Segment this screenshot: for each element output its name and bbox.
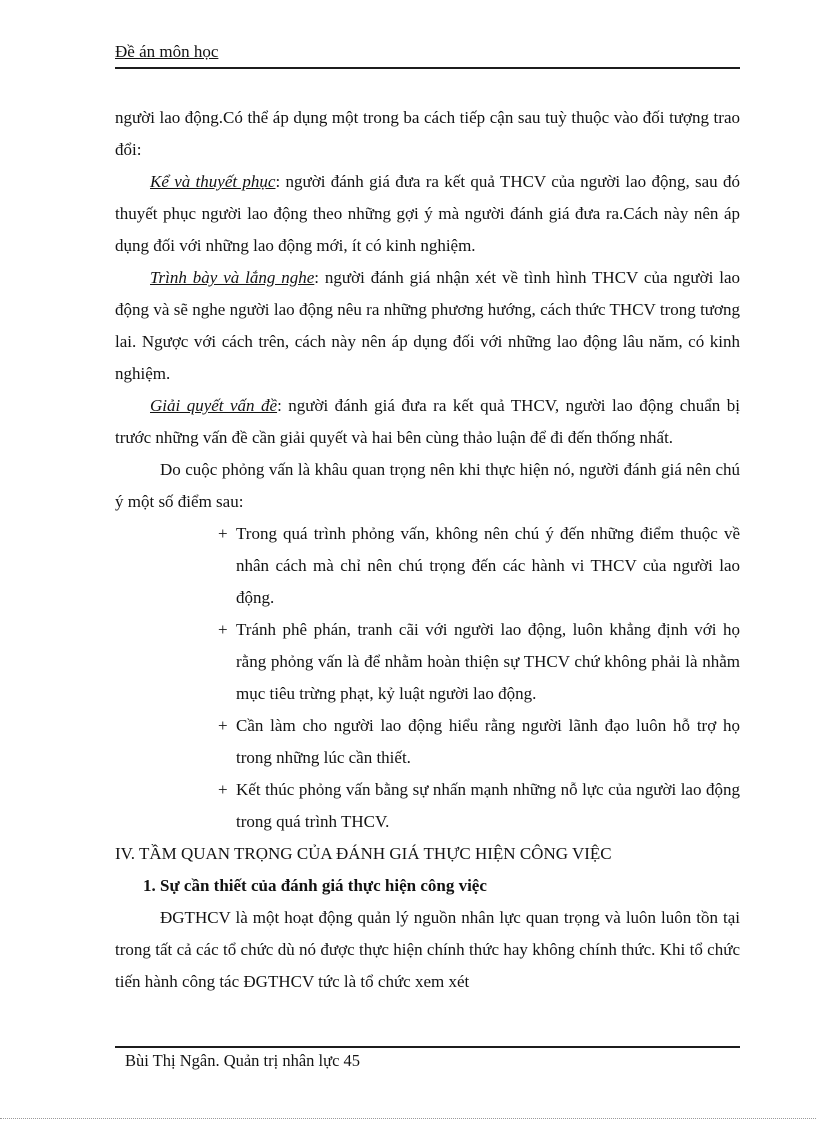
page-header (115, 42, 740, 69)
bullet-item (218, 614, 740, 710)
bullet-item (218, 774, 740, 838)
method-title-2: Trình bày và lắng nghe (150, 268, 315, 287)
section-heading: IV. TẦM QUAN TRỌNG CỦA ĐÁNH GIÁ THỰC HIỆN CÔNG VIỆC (115, 844, 612, 863)
bullet-text: Cần làm cho người lao động hiểu rằng người lãnh đạo luôn hỗ trợ họ trong những lúc cần thiết. (236, 716, 740, 767)
bullet-marker: + (218, 716, 228, 735)
bullet-text: Kết thúc phỏng vấn bằng sự nhấn mạnh những nỗ lực của người lao động trong quá trình THCV. (236, 780, 740, 831)
method-title-3: Giải quyết vấn đề (150, 396, 278, 415)
interview-paragraph: Do cuộc phỏng vấn là khâu quan trọng nên khi thực hiện nó, người đánh giá nên chú ý một số điểm sau: (115, 460, 740, 511)
bullet-item (218, 710, 740, 774)
bullet-list (115, 518, 740, 838)
subsection-heading: 1. Sự cần thiết của đánh giá thực hiện công việc (143, 876, 487, 895)
bullet-marker: + (218, 524, 228, 543)
method-body-1: : người đánh giá đưa ra kết quả THCV của người lao động, sau đó thuyết phục người lao động theo những gợi ý mà người đánh giá đưa ra.Cách này nên áp dụng đối với những lao động mới, ít có kinh nghiệm. (115, 172, 740, 255)
header-title: Đề án môn học (115, 42, 219, 61)
bullet-marker: + (218, 780, 228, 799)
method-body-2: : người đánh giá nhận xét về tình hình THCV của người lao động và sẽ nghe người lao động nêu ra những phương hướng, cách thức THCV trong tương lai. Ngược với cách trên, cách này nên áp dụng đối với những lao động lâu năm, có kinh nghiệm. (115, 268, 740, 383)
bullet-marker: + (218, 620, 228, 639)
method-paragraph-3 (115, 390, 740, 454)
final-paragraph: ĐGTHCV là một hoạt động quản lý nguồn nhân lực quan trọng và luôn luôn tồn tại trong tất cả các tổ chức dù nó được thực hiện chính thức hay không chính thức. Khi tổ chức tiến hành công tác ĐGTHCV tức là tổ chức xem xét (115, 908, 740, 991)
document-body (115, 102, 740, 998)
page-footer (115, 1046, 740, 1071)
method-paragraph-2 (115, 262, 740, 390)
bullet-text: Trong quá trình phỏng vấn, không nên chú ý đến những điểm thuộc về nhân cách mà chỉ nên chú trọng đến các hành vi THCV của người lao động. (236, 524, 740, 607)
method-title-1: Kể và thuyết phục (150, 172, 276, 191)
footer-text: Bùi Thị Ngân. Quản trị nhân lực 45 (125, 1051, 361, 1070)
page-bottom-divider (0, 1118, 816, 1119)
method-body-3: : người đánh giá đưa ra kết quả THCV, người lao động chuẩn bị trước những vấn đề cần giải quyết và hai bên cùng thảo luận để đi đến thống nhất. (115, 396, 741, 447)
intro-paragraph: người lao động.Có thể áp dụng một trong ba cách tiếp cận sau tuỳ thuộc vào đối tượng trao đổi: (115, 108, 740, 159)
bullet-item (218, 518, 740, 614)
bullet-text: Tránh phê phán, tranh cãi với người lao động, luôn khẳng định với họ rằng phỏng vấn là để nhằm hoàn thiện sự THCV chứ không phải là nhằm mục tiêu trừng phạt, kỷ luật người lao động. (236, 620, 740, 703)
method-paragraph-1 (115, 166, 740, 262)
